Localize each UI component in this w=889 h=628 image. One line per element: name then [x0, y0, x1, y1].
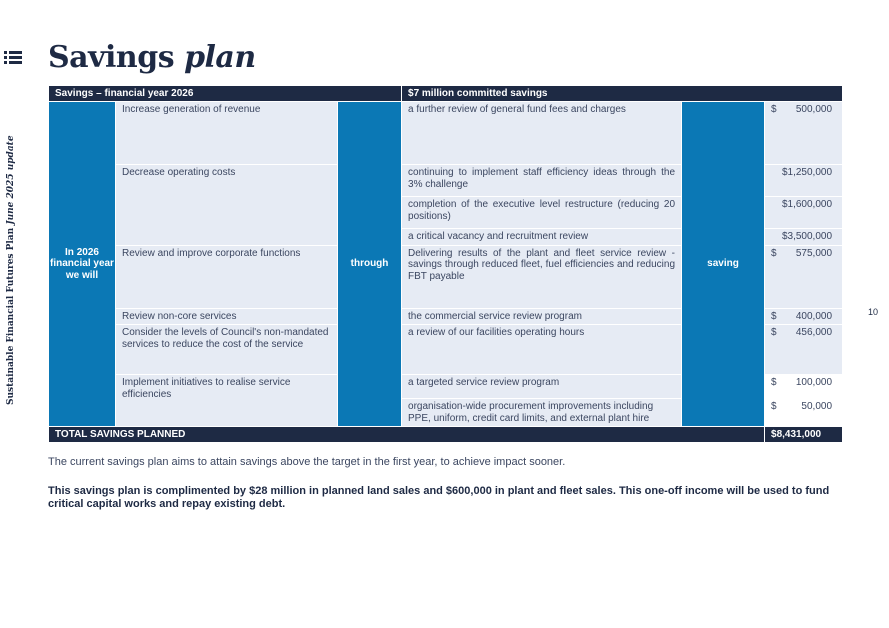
amount-cell: $1,600,000: [765, 197, 843, 229]
detail-cell: continuing to implement staff efficiency ideas through the 3% challenge: [402, 165, 682, 197]
action-cell: Increase generation of revenue: [116, 102, 338, 165]
detail-cell: organisation-wide procurement improvements including PPE, uniform, credit card limits, and external plant hire: [402, 399, 682, 427]
savings-note: The current savings plan aims to attain savings above the target in the first year, to achieve impact sooner.: [48, 456, 566, 468]
amount-cell: $ 500,000: [765, 102, 843, 165]
detail-cell: completion of the executive level restructure (reducing 20 positions): [402, 197, 682, 229]
col-saving-label: saving: [682, 102, 765, 427]
col-first-label: In 2026 financial year we will: [49, 102, 116, 427]
detail-cell: a critical vacancy and recruitment review: [402, 229, 682, 246]
table-row: [49, 102, 843, 165]
amount-cell: $ 100,000: [765, 375, 843, 399]
action-cell: Review non-core services: [116, 308, 338, 325]
amount-cell: $ 575,000: [765, 245, 843, 308]
amount-cell: $ 50,000: [765, 399, 843, 427]
total-row: [49, 427, 843, 443]
header-left: Savings – financial year 2026: [49, 86, 402, 102]
action-cell: Decrease operating costs: [116, 165, 338, 246]
detail-cell: a targeted service review program: [402, 375, 682, 399]
detail-cell: a review of our facilities operating hours: [402, 325, 682, 375]
amount-cell: $3,500,000: [765, 229, 843, 246]
action-cell: Review and improve corporate functions: [116, 245, 338, 308]
table-header-row: [49, 86, 843, 102]
col-through-label: through: [338, 102, 402, 427]
page-title: Savings plan: [48, 40, 256, 75]
detail-cell: the commercial service review program: [402, 308, 682, 325]
amount-cell: $1,250,000: [765, 165, 843, 197]
menu-icon[interactable]: [4, 50, 22, 66]
savings-table: [48, 85, 843, 443]
action-cell: Consider the levels of Council's non-mandated services to reduce the cost of the service: [116, 325, 338, 375]
page-number: 10: [868, 307, 879, 317]
total-label: TOTAL SAVINGS PLANNED: [49, 427, 765, 443]
header-right: $7 million committed savings: [402, 86, 843, 102]
land-sales-note: This savings plan is complimented by $28 million in planned land sales and $600,000 in plant and fleet sales. This one-off income will be used to fund critical capital works and repay existing debt.: [48, 485, 830, 511]
amount-cell: $ 400,000: [765, 308, 843, 325]
action-cell: Implement initiatives to realise service efficiencies: [116, 375, 338, 427]
total-amount: $8,431,000: [765, 427, 843, 443]
detail-cell: Delivering results of the plant and fleet service review - savings through reduced fleet, fuel efficiencies and reducing FBT payable: [402, 245, 682, 308]
side-label: Sustainable Financial Futures Plan June 2025 update: [6, 135, 16, 405]
amount-cell: $ 456,000: [765, 325, 843, 375]
detail-cell: a further review of general fund fees and charges: [402, 102, 682, 165]
